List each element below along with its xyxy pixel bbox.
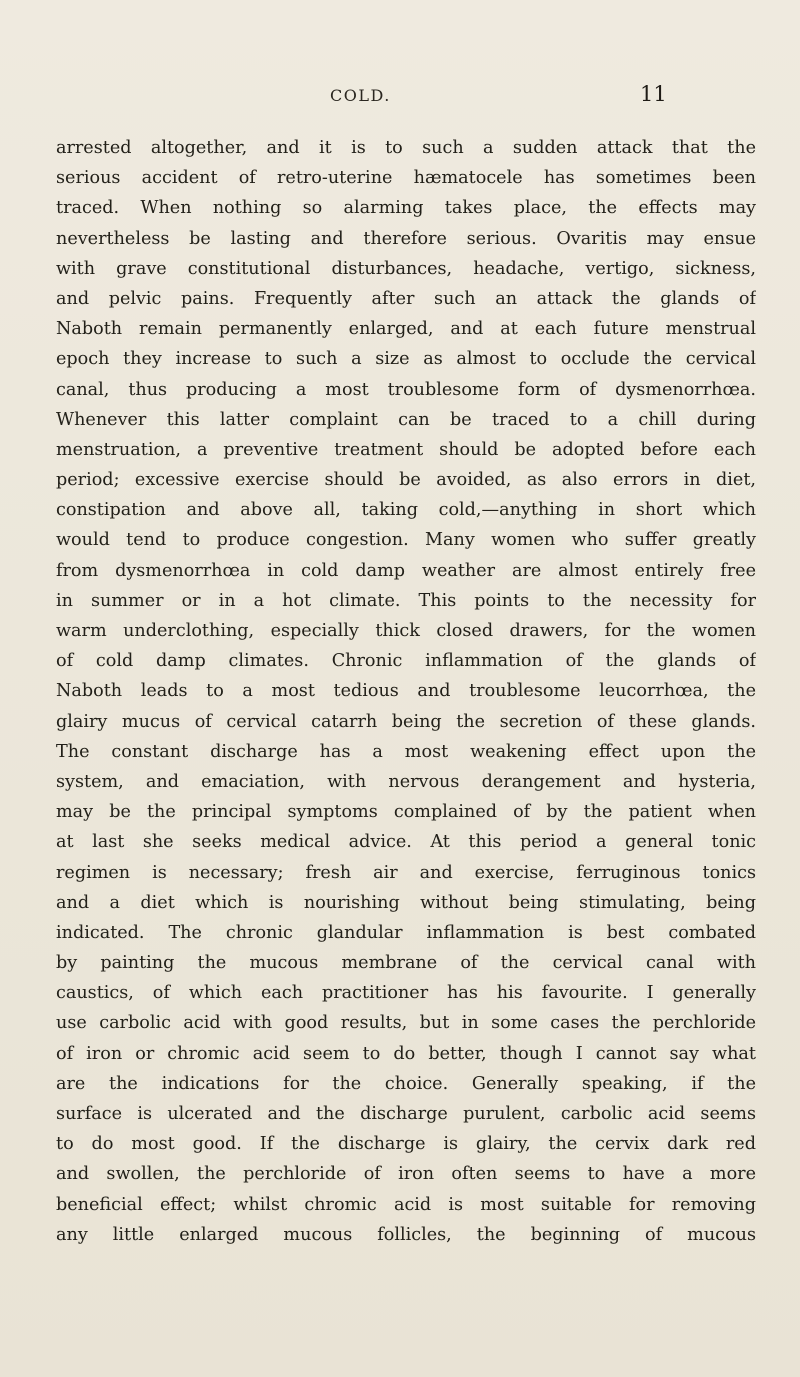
text-line: constipation and above all, taking cold,—anything in short which <box>56 500 756 521</box>
body-text <box>56 133 756 1250</box>
text-line: regimen is necessary; fresh air and exercise, ferruginous tonics <box>56 862 756 883</box>
text-line: beneficial effect; whilst chromic acid is most suitable for removing <box>56 1194 756 1215</box>
text-line: menstruation, a preventive treatment should be adopted before each <box>56 439 756 460</box>
text-line: indicated. The chronic glandular inflammation is best combated <box>56 922 756 943</box>
text-line: to do most good. If the discharge is glairy, the cervix dark red <box>56 1134 756 1155</box>
text-line: glairy mucus of cervical catarrh being the secretion of these glands. <box>56 711 756 732</box>
text-line: use carbolic acid with good results, but in some cases the perchloride <box>56 1013 756 1034</box>
text-line: and pelvic pains. Frequently after such an attack the glands of <box>56 288 756 309</box>
text-line: canal, thus producing a most troublesome form of dysmenorrhœa. <box>56 379 756 400</box>
text-line: nevertheless be lasting and therefore serious. Ovaritis may ensue <box>56 228 756 249</box>
text-line: The constant discharge has a most weakening effect upon the <box>56 741 756 762</box>
text-line: of cold damp climates. Chronic inflammation of the glands of <box>56 651 756 672</box>
text-line: in summer or in a hot climate. This points to the necessity for <box>56 590 756 611</box>
text-line: and swollen, the perchloride of iron often seems to have a more <box>56 1164 756 1185</box>
text-line: at last she seeks medical advice. At this period a general tonic <box>56 832 756 853</box>
text-line: period; excessive exercise should be avoided, as also errors in diet, <box>56 470 756 491</box>
running-head <box>0 82 800 110</box>
text-line: and a diet which is nourishing without being stimulating, being <box>56 892 756 913</box>
page-number: 11 <box>640 82 667 106</box>
text-line: with grave constitutional disturbances, headache, vertigo, sickness, <box>56 258 756 279</box>
text-line: Naboth remain permanently enlarged, and at each future menstrual <box>56 319 756 340</box>
running-title: COLD. <box>330 86 391 105</box>
text-line: epoch they increase to such a size as almost to occlude the cervical <box>56 349 756 370</box>
text-line: warm underclothing, especially thick closed drawers, for the women <box>56 621 756 641</box>
text-line: surface is ulcerated and the discharge purulent, carbolic acid seems <box>56 1104 756 1124</box>
text-line: Naboth leads to a most tedious and troublesome leucorrhœa, the <box>56 681 756 702</box>
text-line: system, and emaciation, with nervous derangement and hysteria, <box>56 771 756 792</box>
text-line: Whenever this latter complaint can be traced to a chill during <box>56 409 756 430</box>
text-line: any little enlarged mucous follicles, the beginning of mucous <box>56 1224 756 1245</box>
text-line: caustics, of which each practitioner has his favourite. I generally <box>56 983 756 1004</box>
text-line: of iron or chromic acid seem to do better, though I cannot say what <box>56 1043 756 1064</box>
text-line: traced. When nothing so alarming takes place, the effects may <box>56 198 756 219</box>
text-line: arrested altogether, and it is to such a sudden attack that the <box>56 138 756 158</box>
text-line: from dysmenorrhœa in cold damp weather are almost entirely free <box>56 560 756 581</box>
text-line: by painting the mucous membrane of the cervical canal with <box>56 953 756 974</box>
text-line: serious accident of retro-uterine hæmatocele has sometimes been <box>56 168 756 189</box>
text-line: are the indications for the choice. Generally speaking, if the <box>56 1073 756 1094</box>
text-line: would tend to produce congestion. Many women who suffer greatly <box>56 530 756 551</box>
text-line: may be the principal symptoms complained of by the patient when <box>56 802 756 823</box>
